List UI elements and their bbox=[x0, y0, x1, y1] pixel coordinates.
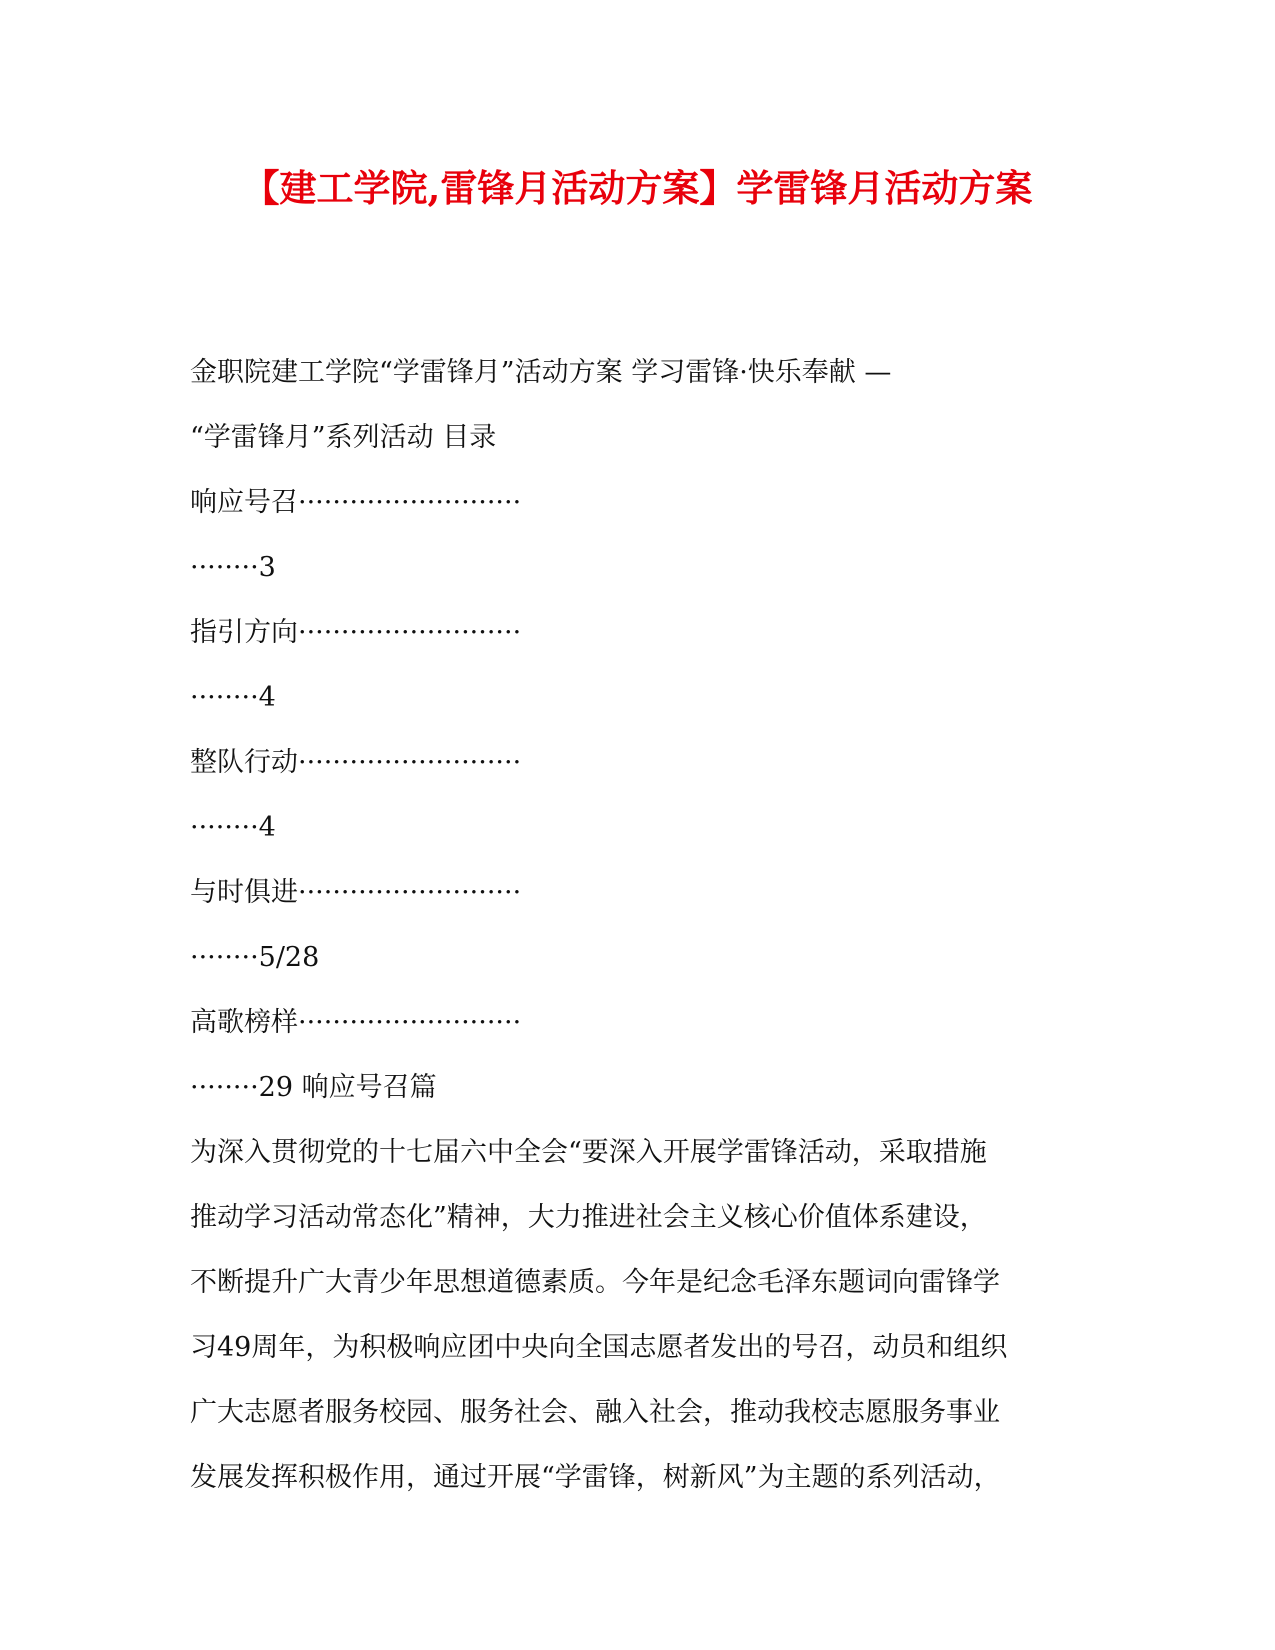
document-body bbox=[190, 340, 1070, 1510]
paragraph-line: 推动学习活动常态化”精神，大力推进社会主义核心价值体系建设， bbox=[190, 1202, 987, 1233]
toc-entry: 响应号召·························· bbox=[190, 487, 522, 518]
text-line: 金职院建工学院“学雷锋月”活动方案 学习雷锋·快乐奉献 — bbox=[190, 357, 892, 388]
text-line: “学雷锋月”系列活动 目录 bbox=[190, 422, 497, 453]
paragraph-line: 广大志愿者服务校园、服务社会、融入社会，推动我校志愿服务事业 bbox=[190, 1397, 1000, 1428]
toc-entry-page: ········5/28 bbox=[190, 942, 320, 973]
toc-entry-page: ········4 bbox=[190, 682, 276, 713]
paragraph-line: 习49周年，为积极响应团中央向全国志愿者发出的号召，动员和组织 bbox=[190, 1332, 1008, 1363]
toc-entry: 整队行动·························· bbox=[190, 747, 522, 778]
toc-entry-page: ········29 响应号召篇 bbox=[190, 1072, 437, 1103]
toc-entry: 指引方向·························· bbox=[190, 617, 522, 648]
document-title: 【建工学院,雷锋月活动方案】学雷锋月活动方案 bbox=[242, 166, 1033, 210]
toc-entry-page: ········3 bbox=[190, 552, 276, 583]
paragraph-line: 发展发挥积极作用，通过开展“学雷锋，树新风”为主题的系列活动， bbox=[190, 1462, 1001, 1493]
toc-entry-page: ········4 bbox=[190, 812, 276, 843]
paragraph-line: 为深入贯彻党的十七届六中全会“要深入开展学雷锋活动，采取措施 bbox=[190, 1137, 987, 1168]
paragraph-line: 不断提升广大青少年思想道德素质。今年是纪念毛泽东题词向雷锋学 bbox=[190, 1267, 1000, 1298]
toc-entry: 高歌榜样·························· bbox=[190, 1007, 522, 1038]
toc-entry: 与时俱进·························· bbox=[190, 877, 522, 908]
